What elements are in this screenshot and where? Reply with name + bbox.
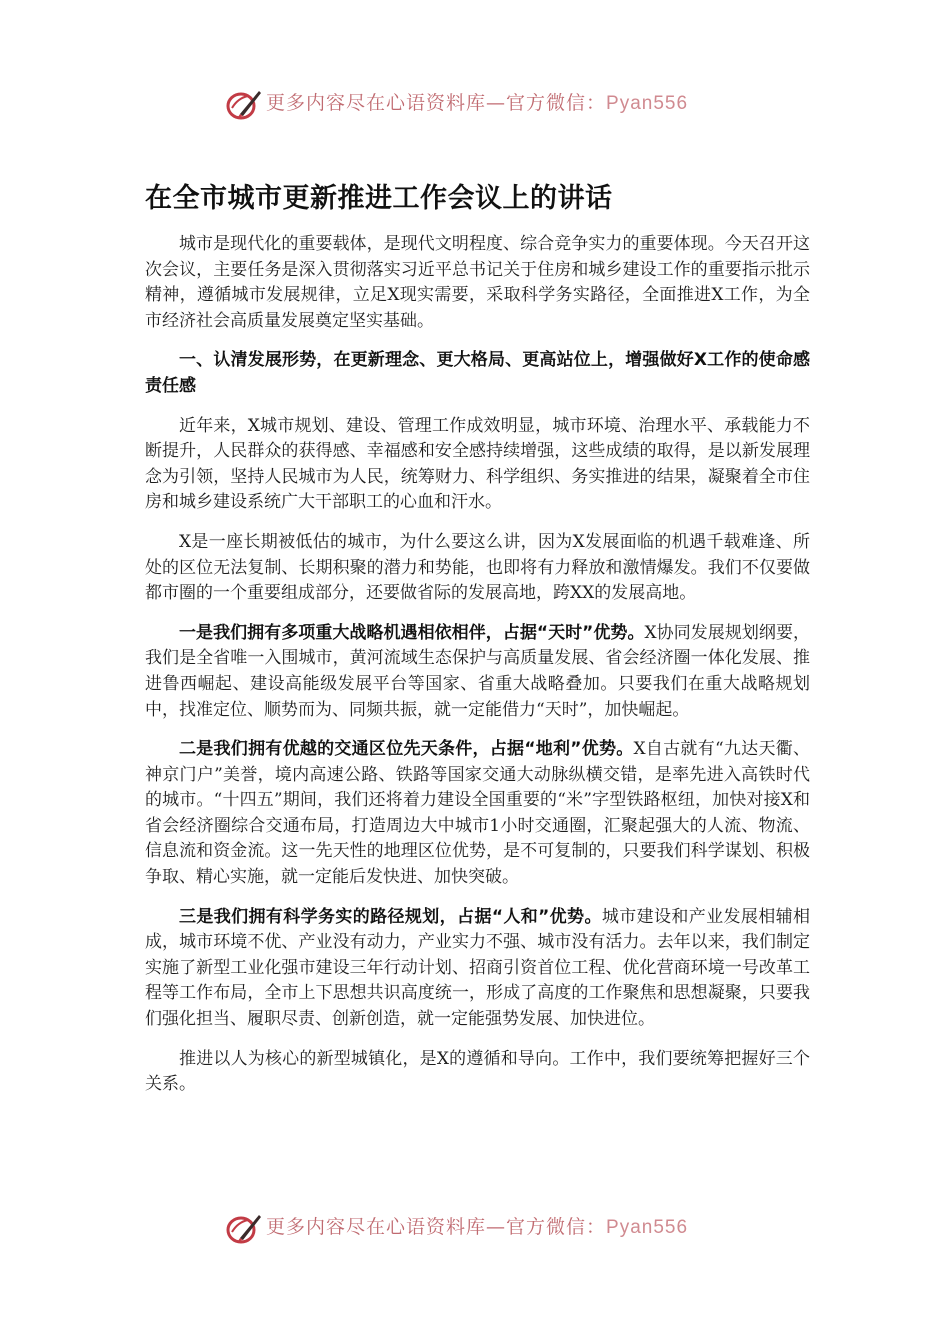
watermark-separator: — (486, 92, 507, 114)
watermark-site-text: 更多内容尽在心语资料库 (266, 1216, 487, 1238)
watermark-banner-bottom (0, 1206, 950, 1250)
watermark-weixin-label: 官方微信： (506, 92, 607, 114)
watermark-weixin-id: Pyan556 (606, 93, 689, 114)
point-1-body: X协同发展规划纲要，我们是全省唯一入围城市，黄河流域生态保护与高质量发展、省会经济圈一体化发展、推进鲁西崛起、建设高能级发展平台等国家、省重大战略叠加。只要我们在重大战略规划中，找准定位、顺势而为、同频共振，就一定能借力“天时”，加快崛起。 (145, 622, 810, 720)
paragraph-underrated-city: X是一座长期被低估的城市，为什么要这么讲，因为X发展面临的机遇千载难逢、所处的区位无法复制、长期积聚的潜力和势能，也即将有力释放和激情爆发。我们不仅要做都市圈的一个重要组成部分，还要做省际的发展高地，跨XX的发展高地。 (145, 531, 810, 604)
paragraph-recent-achievements: 近年来，X城市规划、建设、管理工作成效明显，城市环境、治理水平、承载能力不断提升，人民群众的获得感、幸福感和安全感持续增强，这些成绩的取得，是以新发展理念为引领，坚持人民城市为人民，统筹财力、科学组织、务实推进的结果，凝聚着全市住房和城乡建设系统广大干部职工的心血和汗水。 (145, 415, 810, 513)
point-1-lead: 一是我们拥有多项重大战略机遇相依相伴，占据“天时”优势。 (179, 622, 645, 643)
document-title: 在全市城市更新推进工作会议上的讲话 (145, 183, 613, 214)
point-2-body: X自古就有“九达天衢、神京门户”美誉，境内高速公路、铁路等国家交通大动脉纵横交错，是率先进入高铁时代的城市。“十四五”期间，我们还将着力建设全国重要的“米”字型铁路枢纽，加快对接X和省会经济圈综合交通布局，打造周边大中城市1小时交通圈，汇聚起强大的人流、物流、信息流和资金流。这一先天性的地理区位优势，是不可复制的，只要我们科学谋划、积极争取、精心实施，就一定能后发快进、加快突破。 (145, 739, 810, 888)
paragraph-point-2 (145, 737, 810, 891)
pen-logo-icon (226, 86, 262, 122)
watermark-weixin-label: 官方微信： (506, 1216, 607, 1238)
pen-logo-icon (226, 1210, 262, 1246)
point-2-lead: 二是我们拥有优越的交通区位先天条件，占据“地利”优势。 (179, 739, 634, 760)
watermark-banner-top (0, 82, 950, 126)
watermark-separator: — (486, 1216, 507, 1238)
intro-paragraph: 城市是现代化的重要载体，是现代文明程度、综合竞争实力的重要体现。今天召开这次会议，主要任务是深入贯彻落实习近平总书记关于住房和城乡建设工作的重要指示批示精神，遵循城市发展规律，立足X现实需要，采取科学务实路径，全面推进X工作，为全市经济社会高质量发展奠定坚实基础。 (145, 234, 810, 331)
watermark-weixin-id: Pyan556 (606, 1217, 689, 1238)
paragraph-point-1 (145, 621, 810, 723)
section-heading-1: 一、认清发展形势，在更新理念、更大格局、更高站位上，增强做好X工作的使命感责任感 (145, 350, 810, 396)
document-body (145, 232, 810, 1112)
point-3-lead: 三是我们拥有科学务实的路径规划，占据“人和”优势。 (179, 906, 602, 927)
watermark-site-text: 更多内容尽在心语资料库 (266, 92, 487, 114)
paragraph-urbanization: 推进以人为核心的新型城镇化，是X的遵循和导向。工作中，我们要统筹把握好三个关系。 (145, 1048, 810, 1095)
point-3-body: 城市建设和产业发展相辅相成，城市环境不优、产业没有动力，产业实力不强、城市没有活力。去年以来，我们制定实施了新型工业化强市建设三年行动计划、招商引资首位工程、优化营商环境一号改革工程等工作布局，全市上下思想共识高度统一，形成了高度的工作聚焦和思想凝聚，只要我们强化担当、履职尽责、创新创造，就一定能强势发展、加快进位。 (145, 906, 810, 1030)
paragraph-point-3 (145, 905, 810, 1033)
